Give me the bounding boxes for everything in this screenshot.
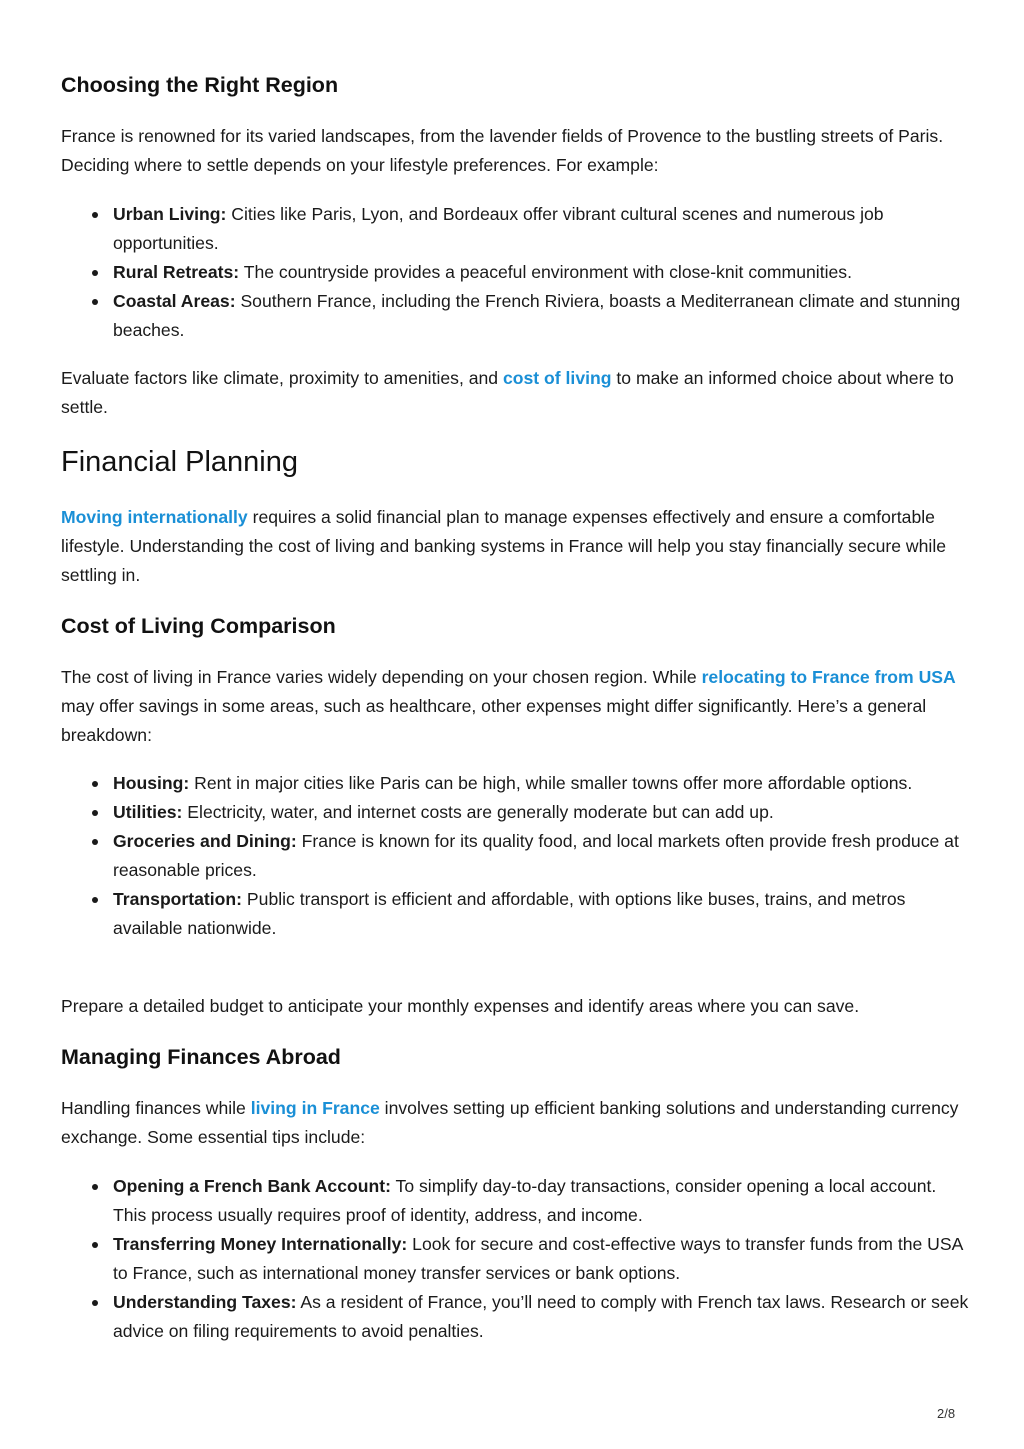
term-urban-living: Urban Living: bbox=[113, 204, 227, 224]
desc-rural-retreats: The countryside provides a peaceful environment with close-knit communities. bbox=[239, 262, 852, 282]
desc-bank-account: To simplify day-to-day transactions, consider opening a local account. This process usually requires proof of identity, address, and income. bbox=[113, 1176, 937, 1225]
desc-coastal-areas: Southern France, including the French Riviera, boasts a Mediterranean climate and stunning beaches. bbox=[113, 291, 961, 340]
link-relocating-to-france[interactable]: relocating to France from USA bbox=[701, 667, 956, 687]
desc-taxes: As a resident of France, you’ll need to comply with French tax laws. Research or seek advice on filing requirements to avoid penalties. bbox=[113, 1292, 969, 1341]
list-item-urban-living bbox=[113, 200, 973, 258]
list-item-taxes bbox=[113, 1288, 973, 1346]
desc-transportation: Public transport is efficient and affordable, with options like buses, trains, and metros available nationwide. bbox=[113, 889, 906, 938]
heading-financial-planning: Financial Planning bbox=[61, 446, 298, 478]
list-finance-tips bbox=[61, 1172, 973, 1346]
list-item-housing bbox=[113, 769, 973, 798]
term-housing: Housing: bbox=[113, 773, 190, 793]
mf-intro-before: Handling finances while bbox=[61, 1098, 251, 1118]
heading-cost-of-living-comparison: Cost of Living Comparison bbox=[61, 614, 336, 638]
list-item-transportation bbox=[113, 885, 973, 943]
term-bank-account: Opening a French Bank Account: bbox=[113, 1176, 391, 1196]
link-living-in-france[interactable]: living in France bbox=[250, 1098, 380, 1118]
list-item-rural-retreats bbox=[113, 258, 973, 287]
link-moving-internationally[interactable]: Moving internationally bbox=[61, 507, 248, 527]
term-coastal-areas: Coastal Areas: bbox=[113, 291, 236, 311]
list-item-money-transfer bbox=[113, 1230, 973, 1288]
paragraph-region-intro bbox=[61, 122, 967, 180]
list-item-groceries bbox=[113, 827, 973, 885]
desc-urban-living: Cities like Paris, Lyon, and Bordeaux offer vibrant cultural scenes and numerous job opportunities. bbox=[113, 204, 884, 253]
term-taxes: Understanding Taxes: bbox=[113, 1292, 297, 1312]
list-cost-breakdown bbox=[61, 769, 973, 943]
desc-utilities: Electricity, water, and internet costs are generally moderate but can add up. bbox=[182, 802, 774, 822]
term-money-transfer: Transferring Money Internationally: bbox=[113, 1234, 408, 1254]
desc-groceries: France is known for its quality food, and local markets often provide fresh produce at reasonable prices. bbox=[113, 831, 959, 880]
heading-managing-finances: Managing Finances Abroad bbox=[61, 1045, 341, 1069]
col-intro-after: may offer savings in some areas, such as healthcare, other expenses might differ significantly. Here’s a general breakdown: bbox=[61, 696, 927, 745]
col-intro-before: The cost of living in France varies widely depending on your chosen region. While bbox=[61, 667, 702, 687]
heading-choosing-region: Choosing the Right Region bbox=[61, 73, 339, 97]
region-outro-after: to make an informed choice about where to settle. bbox=[61, 368, 954, 417]
page-number: 2/8 bbox=[937, 1406, 956, 1421]
paragraph-col-outro bbox=[61, 992, 967, 1021]
financial-intro-text: requires a solid financial plan to manage expenses effectively and ensure a comfortable lifestyle. Understanding the cost of living and banking systems in France will help you stay financially secure while settling in. bbox=[61, 507, 947, 585]
region-outro-before: Evaluate factors like climate, proximity to amenities, and bbox=[61, 368, 503, 388]
desc-housing: Rent in major cities like Paris can be high, while smaller towns offer more affordable options. bbox=[189, 773, 913, 793]
col-outro-text: Prepare a detailed budget to anticipate your monthly expenses and identify areas where you can save. bbox=[61, 996, 860, 1016]
desc-money-transfer: Look for secure and cost-effective ways to transfer funds from the USA to France, such as international money transfer services or bank options. bbox=[113, 1234, 963, 1283]
link-cost-of-living[interactable]: cost of living bbox=[502, 368, 612, 388]
list-region-types bbox=[61, 200, 973, 345]
term-rural-retreats: Rural Retreats: bbox=[113, 262, 240, 282]
term-groceries: Groceries and Dining: bbox=[113, 831, 297, 851]
term-utilities: Utilities: bbox=[113, 802, 183, 822]
paragraph-mf-intro bbox=[61, 1094, 967, 1152]
mf-intro-after: involves setting up efficient banking solutions and understanding currency exchange. Some essential tips include: bbox=[61, 1098, 959, 1147]
list-item-utilities bbox=[113, 798, 973, 827]
list-item-coastal-areas bbox=[113, 287, 973, 345]
region-intro-text: France is renowned for its varied landscapes, from the lavender fields of Provence to the bustling streets of Paris. Deciding where to settle depends on your lifestyle preferences. For example: bbox=[61, 126, 944, 175]
paragraph-region-outro bbox=[61, 364, 967, 422]
paragraph-col-intro bbox=[61, 663, 967, 750]
term-transportation: Transportation: bbox=[113, 889, 243, 909]
list-item-bank-account bbox=[113, 1172, 973, 1230]
paragraph-financial-intro bbox=[61, 503, 967, 590]
